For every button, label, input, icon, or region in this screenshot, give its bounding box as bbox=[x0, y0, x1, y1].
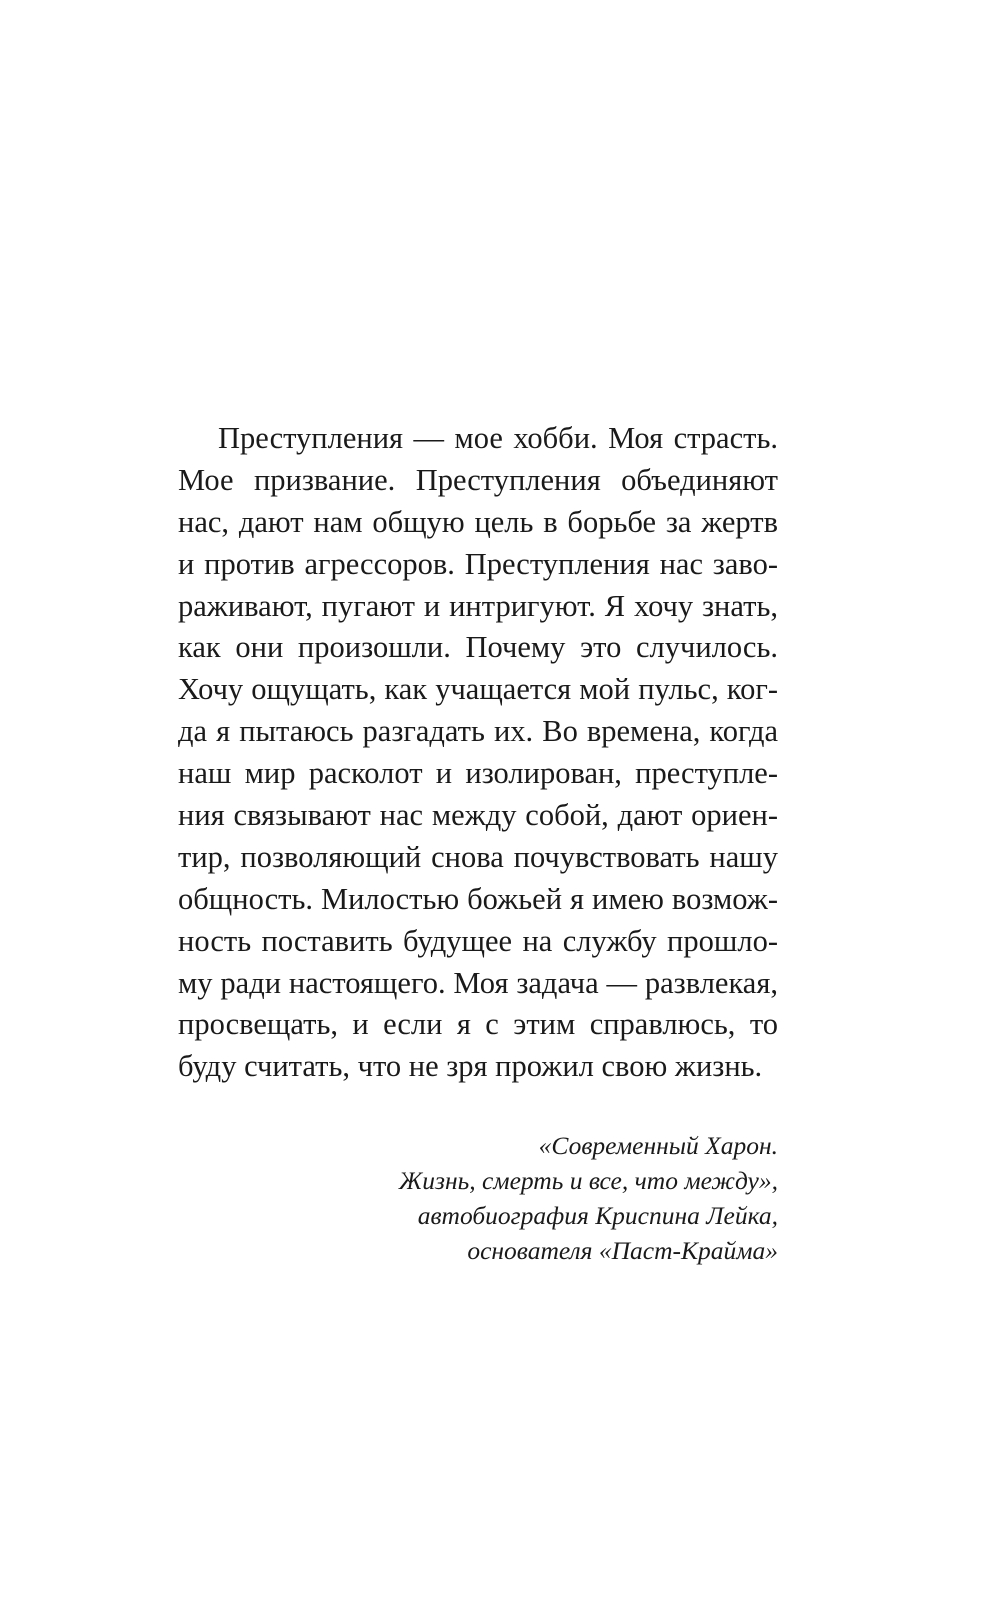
text-line: нас, дают нам общую цель в борьбе за жертв bbox=[178, 504, 778, 539]
text-line: му ради настоящего. Моя задача — развлекая, bbox=[178, 965, 778, 1000]
text-line: раживают, пугают и интригуют. Я хочу знать, bbox=[178, 588, 778, 623]
text-line: Мое призвание. Преступления объединяют bbox=[178, 462, 778, 497]
text-line: Преступления — мое хобби. Моя страсть. bbox=[218, 421, 778, 455]
text-line: буду считать, что не зря прожил свою жизнь. bbox=[178, 1049, 763, 1084]
text-line: общность. Милостью божьей я имею возмож- bbox=[178, 881, 778, 916]
epigraph-attribution bbox=[178, 1128, 778, 1268]
epigraph bbox=[178, 418, 778, 1268]
text-line: Хочу ощущать, как учащается мой пульс, ког- bbox=[178, 672, 778, 707]
attribution-line: основателя «Паст-Крайма» bbox=[467, 1236, 778, 1266]
text-line: как они произошли. Почему это случилось. bbox=[178, 630, 778, 665]
text-line: тир, позволяющий снова почувствовать нашу bbox=[178, 839, 778, 874]
epigraph-text bbox=[178, 418, 778, 1088]
attribution-line: Жизнь, смерть и все, что между», bbox=[398, 1166, 778, 1196]
attribution-line: «Современный Харон. bbox=[538, 1131, 778, 1161]
text-line: наш мир расколот и изолирован, преступле- bbox=[178, 756, 778, 791]
text-line: ность поставить будущее на службу прошло- bbox=[178, 923, 778, 958]
text-line: просвещать, и если я с этим справлюсь, то bbox=[178, 1007, 778, 1042]
text-line: и против агрессоров. Преступления нас заво- bbox=[178, 546, 778, 581]
text-line: ния связывают нас между собой, дают ориен- bbox=[178, 798, 778, 833]
text-line: да я пытаюсь разгадать их. Во времена, когда bbox=[178, 714, 778, 749]
attribution-line: автобиография Криспина Лейка, bbox=[417, 1201, 778, 1231]
